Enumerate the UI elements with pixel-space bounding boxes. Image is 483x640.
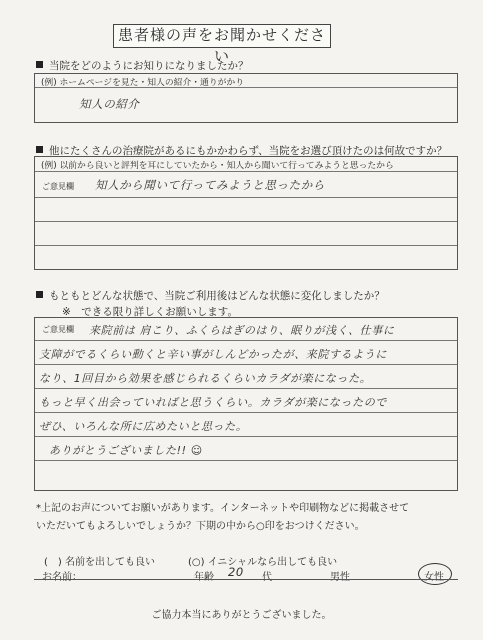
question-2-text: 他にたくさんの治療院があるにもかかわらず、当院をお選び頂けたのは何故ですか？ <box>49 145 448 157</box>
question-3-note: ※ できる限り詳しくお願いします。 <box>62 306 238 318</box>
question-1 <box>36 58 249 73</box>
example-2: (例) 以前から良いと評判を耳にしていたから・知人から聞いて行ってみようと思ったから <box>41 161 394 171</box>
option-initials-ok[interactable]: (○) イニシャルなら出しても良い <box>188 557 338 568</box>
answer-3-line-3[interactable]: なり、1回目から効果を感じられるくらいカラダが楽になった。 <box>39 372 372 385</box>
question-3 <box>36 288 385 303</box>
divider <box>35 412 457 413</box>
divider <box>35 436 457 437</box>
comment-label-2: ご意見欄 <box>42 182 74 191</box>
question-1-text: 当院をどのようにお知りになりましたか？ <box>49 60 249 72</box>
age-unit: 代 <box>262 572 272 583</box>
divider <box>35 87 457 88</box>
divider <box>35 388 457 389</box>
consent-text-2: いただいてもよろしいでしょうか？下期の中から○印をおつけください。 <box>36 521 365 532</box>
answer-2[interactable]: 知人から聞いて行ってみようと思ったから <box>95 178 325 192</box>
comment-label-3: ご意見欄 <box>42 325 74 334</box>
consent-text-1: *上記のお声についてお願いがあります。インターネットや印刷物などに掲載させて <box>36 503 410 514</box>
divider <box>35 245 457 246</box>
answer-3-line-1[interactable]: 来院前は 肩こり、ふくらはぎのはり、眠りが浅く、仕事に <box>89 324 395 337</box>
divider <box>35 221 457 222</box>
option-name-ok[interactable]: ( ) 名前を出しても良い <box>44 557 155 568</box>
example-1: (例) ホームページを見た・知人の紹介・通りがかり <box>41 78 245 88</box>
page-title: 患者様の声をお聞かせください <box>113 24 331 48</box>
answer-box-2 <box>34 156 458 270</box>
answer-3-line-4[interactable]: もっと早く出会っていればと思うくらい。カラダが楽になったので <box>39 396 387 409</box>
name-label: お名前： <box>42 572 82 583</box>
bullet-square-icon <box>36 291 43 298</box>
name-underline <box>34 578 458 580</box>
selection-circle-icon <box>418 563 452 585</box>
bullet-square-icon <box>36 61 43 68</box>
divider <box>35 460 457 461</box>
divider <box>35 340 457 341</box>
answer-1[interactable]: 知人の紹介 <box>79 97 140 111</box>
answer-box-3 <box>34 317 458 491</box>
age-value[interactable]: 20 <box>228 565 244 579</box>
question-3-text: もともとどんな状態で、当院ご利用後はどんな状態に変化しましたか？ <box>49 290 385 302</box>
female-option[interactable]: 女性 <box>424 572 444 583</box>
thanks-message: ご協力本当にありがとうございました。 <box>151 610 332 621</box>
age-label: 年齢 <box>194 572 214 583</box>
bullet-square-icon <box>36 146 43 153</box>
answer-box-1 <box>34 73 458 123</box>
answer-3-line-6[interactable]: ありがとうございました!! ☺ <box>49 444 203 457</box>
male-option[interactable]: 男性 <box>330 572 350 583</box>
divider <box>35 364 457 365</box>
answer-3-line-5[interactable]: ぜひ、いろんな所に広めたいと思った。 <box>39 420 248 433</box>
divider <box>35 197 457 198</box>
answer-3-line-2[interactable]: 支障がでるくらい動くと辛い事がしんどかったが、来院するように <box>39 348 387 361</box>
divider <box>35 171 457 172</box>
